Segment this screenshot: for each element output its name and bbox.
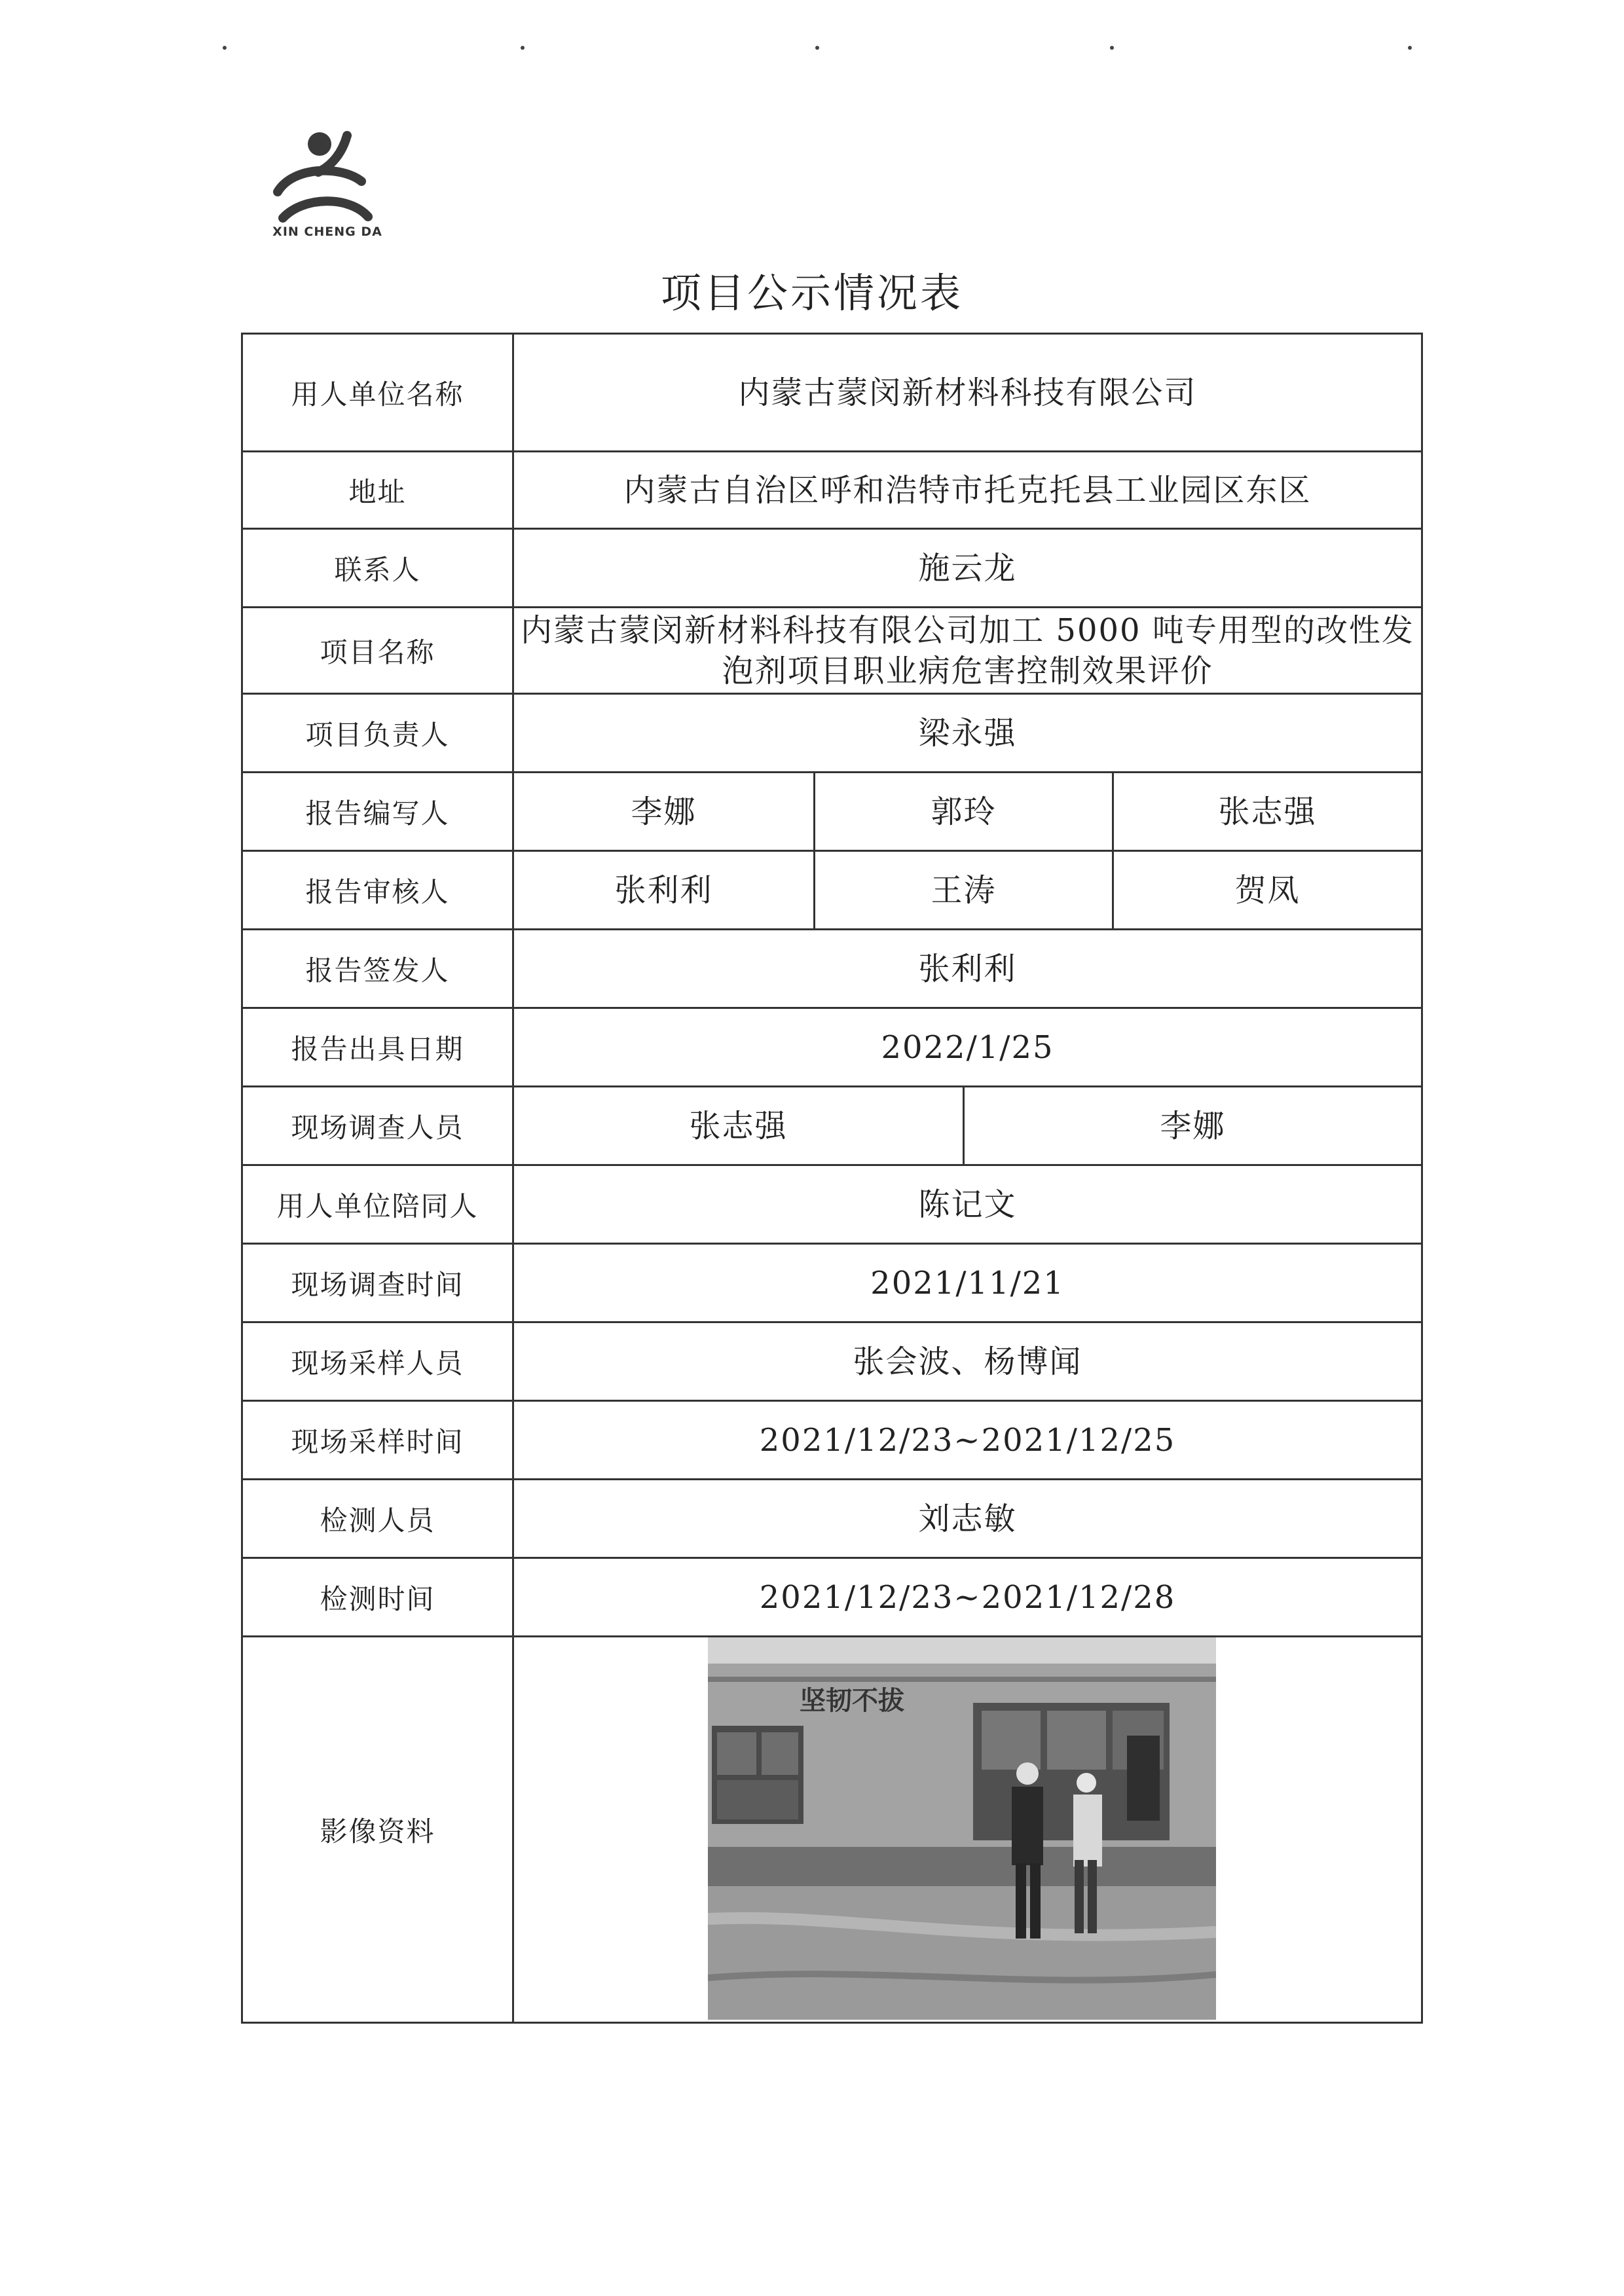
scan-dot xyxy=(815,46,819,50)
xin-cheng-da-logo-icon xyxy=(268,128,386,226)
leader-value: 梁永强 xyxy=(513,694,1422,773)
testing-time-label: 检测时间 xyxy=(242,1558,513,1637)
reviewer-2: 王涛 xyxy=(815,851,1113,930)
issue-date-label: 报告出具日期 xyxy=(242,1008,513,1087)
issuer-value: 张利利 xyxy=(513,930,1422,1008)
images-cell xyxy=(513,1637,1422,2023)
project-value-line2: 泡剂项目职业病危害控制效果评价 xyxy=(722,652,1213,689)
testing-staff-value: 刘志敏 xyxy=(513,1480,1422,1558)
images-label: 影像资料 xyxy=(242,1637,513,2023)
reviewer-1: 张利利 xyxy=(513,851,815,930)
issuer-label: 报告签发人 xyxy=(242,930,513,1008)
survey-time-value: 2021/11/21 xyxy=(513,1244,1422,1322)
contact-label: 联系人 xyxy=(242,529,513,608)
company-logo xyxy=(268,128,393,246)
table-row xyxy=(242,1480,1422,1558)
table-row xyxy=(242,1401,1422,1480)
writer-2: 郭玲 xyxy=(815,773,1113,851)
employer-label: 用人单位名称 xyxy=(242,334,513,452)
survey-time-label: 现场调查时间 xyxy=(242,1244,513,1322)
reviewers-label: 报告审核人 xyxy=(242,851,513,930)
table-row xyxy=(242,1558,1422,1637)
leader-label: 项目负责人 xyxy=(242,694,513,773)
sampling-time-label: 现场采样时间 xyxy=(242,1401,513,1480)
survey-staff-label: 现场调查人员 xyxy=(242,1087,513,1165)
table-row xyxy=(242,608,1422,694)
table-row xyxy=(242,452,1422,529)
site-photo-image xyxy=(708,1637,1216,2020)
escort-value: 陈记文 xyxy=(513,1165,1422,1244)
table-row xyxy=(242,930,1422,1008)
table-row xyxy=(242,1322,1422,1401)
issue-date-value: 2022/1/25 xyxy=(513,1008,1422,1087)
employer-value: 内蒙古蒙闵新材料科技有限公司 xyxy=(513,334,1422,452)
writer-3: 张志强 xyxy=(1113,773,1422,851)
table-row xyxy=(242,773,1422,851)
project-value xyxy=(513,608,1422,694)
project-info-table xyxy=(241,333,1423,2024)
project-label: 项目名称 xyxy=(242,608,513,694)
site-photo xyxy=(708,1637,1216,2020)
survey-staff-2: 李娜 xyxy=(964,1087,1422,1165)
address-label: 地址 xyxy=(242,452,513,529)
table-row xyxy=(242,1637,1422,2023)
reviewer-3: 贺凤 xyxy=(1113,851,1422,930)
table-row xyxy=(242,1087,1422,1165)
escort-label: 用人单位陪同人 xyxy=(242,1165,513,1244)
sampling-time-value: 2021/12/23~2021/12/25 xyxy=(513,1401,1422,1480)
writers-label: 报告编写人 xyxy=(242,773,513,851)
sampling-staff-value: 张会波、杨博闻 xyxy=(513,1322,1422,1401)
scan-dot xyxy=(1110,46,1114,50)
contact-value: 施云龙 xyxy=(513,529,1422,608)
address-value: 内蒙古自治区呼和浩特市托克托县工业园区东区 xyxy=(513,452,1422,529)
page-title: 项目公示情况表 xyxy=(660,269,963,317)
writer-1: 李娜 xyxy=(513,773,815,851)
table-row xyxy=(242,694,1422,773)
survey-staff-1: 张志强 xyxy=(513,1087,964,1165)
scan-dot xyxy=(521,46,525,50)
testing-staff-label: 检测人员 xyxy=(242,1480,513,1558)
table-row xyxy=(242,1244,1422,1322)
photo-caption: 坚韧不拔 xyxy=(800,1686,904,1716)
table-row xyxy=(242,334,1422,452)
table-row xyxy=(242,1165,1422,1244)
scan-dot xyxy=(1408,46,1412,50)
project-value-line1: 内蒙古蒙闵新材料科技有限公司加工 5000 吨专用型的改性发 xyxy=(521,611,1414,649)
sampling-staff-label: 现场采样人员 xyxy=(242,1322,513,1401)
table-row xyxy=(242,529,1422,608)
logo-text: XIN CHENG DA xyxy=(272,225,382,239)
table-row xyxy=(242,1008,1422,1087)
table-row xyxy=(242,851,1422,930)
scan-dot xyxy=(223,46,227,50)
testing-time-value: 2021/12/23~2021/12/28 xyxy=(513,1558,1422,1637)
